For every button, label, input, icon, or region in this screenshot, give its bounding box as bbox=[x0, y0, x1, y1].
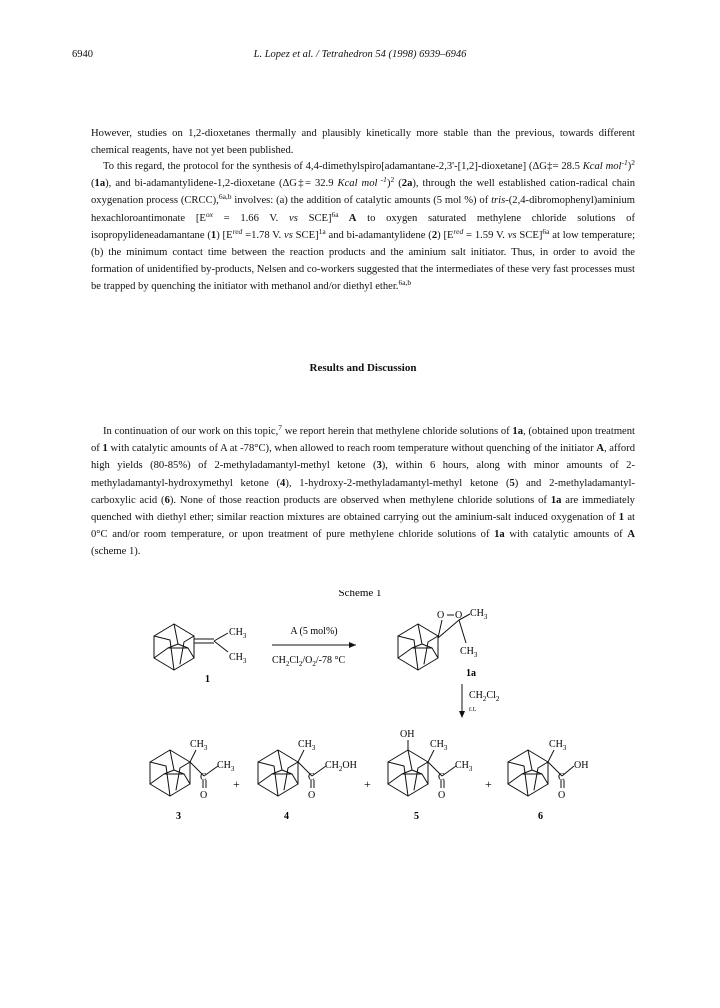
solvent-label: $CH_2Cl_2$ bbox=[469, 690, 500, 703]
svg-text:OH: OH bbox=[400, 729, 415, 740]
plus-sign: + bbox=[485, 777, 492, 791]
running-head: L. Lopez et al. / Tetrahedron 54 (1998) 6939–6946 bbox=[253, 49, 467, 60]
plus-sign: + bbox=[364, 777, 371, 791]
svg-text:CH3: $CH_3$ bbox=[229, 652, 247, 665]
paragraph-3 bbox=[91, 423, 635, 561]
svg-text:CH3: $CH_3$ bbox=[430, 739, 448, 752]
svg-text:CH3: $CH_3$ bbox=[455, 760, 473, 773]
compound-label-1: 1 bbox=[205, 674, 210, 685]
reaction-arrow bbox=[272, 642, 356, 648]
compound-1a-structure bbox=[398, 608, 488, 670]
svg-text:C: C bbox=[438, 772, 445, 783]
compound-label-3: 3 bbox=[176, 811, 181, 822]
section-title: Results and Discussion bbox=[309, 362, 417, 374]
page-header bbox=[72, 49, 648, 65]
svg-text:O: O bbox=[437, 610, 445, 621]
svg-text:CH3: $CH_3$ bbox=[190, 739, 208, 752]
svg-text:C: C bbox=[308, 772, 315, 783]
svg-text:CH3: $CH_3$ bbox=[549, 739, 567, 752]
compound-4-structure bbox=[258, 739, 357, 801]
svg-text:OH: OH bbox=[574, 760, 589, 771]
compound-label-5: 5 bbox=[414, 811, 419, 822]
svg-text:O: O bbox=[455, 610, 463, 621]
compound-1-structure bbox=[154, 624, 247, 670]
svg-text:CH2OH: $CH_2OH$ bbox=[325, 760, 357, 773]
paragraph-2 bbox=[91, 158, 635, 296]
compound-label-1a: 1a bbox=[466, 668, 476, 679]
svg-text:O: O bbox=[200, 790, 208, 801]
reagent-label: A (5 mol%) bbox=[290, 626, 338, 637]
down-arrow bbox=[459, 684, 465, 718]
paragraph-1 bbox=[91, 125, 635, 159]
svg-text:CH3: $CH_3$ bbox=[217, 760, 235, 773]
compound-3-structure bbox=[150, 739, 235, 801]
conditions-label: $CH_2Cl_2/O_2/-78$ °C bbox=[272, 655, 346, 668]
condition-label: r.t. bbox=[469, 705, 477, 713]
svg-text:CH3: $CH_3$ bbox=[298, 739, 316, 752]
scheme-title: Scheme 1 bbox=[338, 590, 382, 599]
svg-text:C: C bbox=[200, 772, 207, 783]
plus-sign: + bbox=[233, 777, 240, 791]
svg-text:CH3: $CH_3$ bbox=[470, 608, 488, 621]
compound-label-6: 6 bbox=[538, 811, 543, 822]
svg-text:O: O bbox=[558, 790, 566, 801]
compound-5-structure bbox=[388, 729, 473, 801]
svg-text:O: O bbox=[308, 790, 316, 801]
compound-label-4: 4 bbox=[284, 811, 289, 822]
paragraph-1-text: However, studies on 1,2-dioxetanes thermally and plausibly kinetically more stable than the previous, towards different chemical reagents, have not yet been published. bbox=[91, 128, 635, 157]
svg-text:CH3: $CH_3$ bbox=[460, 646, 478, 659]
scheme-1 bbox=[0, 590, 720, 890]
reaction-scheme-figure bbox=[0, 590, 720, 890]
page-number: 6940 bbox=[72, 49, 93, 60]
paragraph-3-text: In continuation of our work on this topic,$^7$ we report herein that methylene chloride solutions of 1a, (obtained upon treatment of 1 with catalytic amounts of A at -78°C), when allowed to reach room temperature without quenching of the initiator A, afford high yields (80-85%) of 2-methyladamantyl-methyl ketone (3), within 6 hours, along with minor amounts of 2-methyladamantyl-hydroxymethyl ketone (4), 1-hydroxy-2-methyladamantyl-methyl ketone (5) and 2-methyladamantyl-carboxylic acid (6). None of those reaction products are observed when methylene chloride solutions of 1a are immediately quenched with diethyl ether; similar reaction mixtures are obtained carrying out the aminium-salt induced oxygenation of 1 at 0°C and/or room temperature, or upon treatment of pure methylene chloride solutions of 1a with catalytic amounts of A (scheme 1). bbox=[91, 423, 635, 558]
svg-text:O: O bbox=[438, 790, 446, 801]
compound-6-structure bbox=[508, 739, 588, 801]
paragraph-2-text: To this regard, the protocol for the synthesis of 4,4-dimethylspiro[adamantane-2,3'-[1,2]-dioxetane] (ΔG‡= 28.5 Kcal mol$^{-1}$)$^2$ (1a), and bi-adamantylidene-1,2-dioxetane (ΔG‡= 32.9 Kcal mol $^{-1}$)$^2$ (2a), through the well established cation-radical chain oxygenation process (CRCC),$^{6a,b}$ involves: (a) the addition of catalytic amounts (5 mol %) of tris-(2,4-dibromophenyl)aminium hexachloroantimonate [$E^{ox} = 1.66$ V. vs SCE]$^{6a}$ A to oxygen saturated methylene chloride solutions of isopropylideneadamantane (1) [$E^{red} =1.78$ V. vs SCE]$^{1a}$ and bi-adamantylidene (2) [$E^{red} = 1.59$ V. vs SCE]$^{6a}$ at low temperature; (b) the minimum contact time between the reaction products and the aminium salt initiator. Thus, in order to avoid the formation of unidentified by-products, Nelsen and co-workers suggested that the intermediates of these very fast processes must be trapped by quenching the initiator with methanol and/or diethyl ether.$^{6a,b}$ bbox=[91, 158, 636, 293]
svg-text:CH3: $CH_3$ bbox=[229, 627, 247, 640]
svg-text:C: C bbox=[558, 772, 565, 783]
